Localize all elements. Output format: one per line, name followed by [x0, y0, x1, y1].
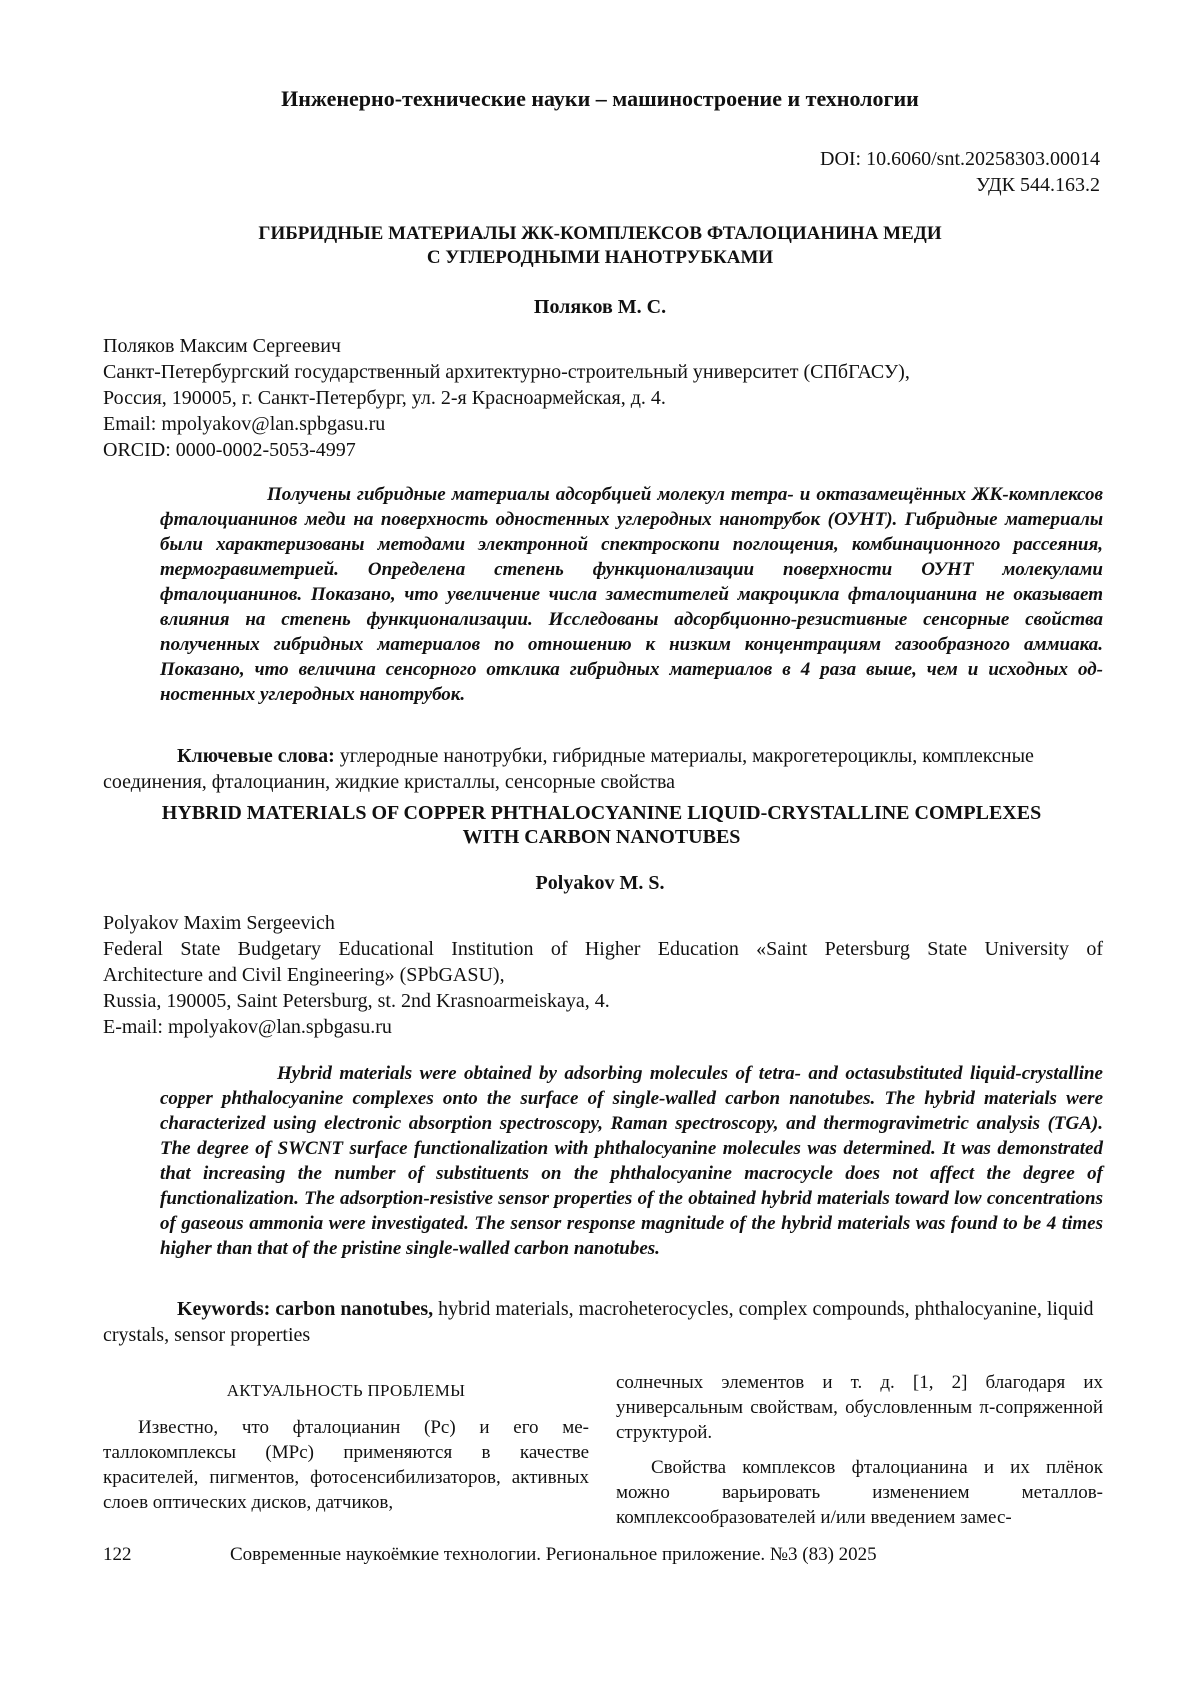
udk: УДК 544.163.2	[975, 174, 1100, 196]
abstract-russian: Получены гибридные материалы адсорбцией молекул тетра- и октазамещённых ЖК-комплексов фталоцианинов меди на поверхность одностенных углеродных нанотрубок (ОУНТ). Гибридные материалы были характеризованы методами электронной спектроскопи поглощения, комбинационного рассеяния, термогравиметрией. Определена степень функционализации поверхности ОУНТ молекулами фталоцианинов. Показано, что увеличение числа заместителей макроцикла фталоцианина не оказывает влияния на степень функционализации. Исследованы адсорбционно-резистивные сенсорные свойства полученных гибридных материалов по отношению к низким концентрациям газообразного аммиака. Показано, что величина сенсорного отклика гибридных материалов в 4 раза выше, чем и исходных одностенных углеродных нанотрубок.	[160, 484, 1103, 705]
author-full-russian: Поляков Максим Сергеевич	[103, 335, 341, 357]
affiliation-russian	[103, 333, 1103, 463]
author-short-english: Polyakov M. S.	[535, 872, 665, 894]
title-russian-line2: С УГЛЕРОДНЫМИ НАНОТРУБКАМИ	[426, 247, 774, 268]
keywords-list-english: hybrid materials, macroheterocycles, complex compounds, phthalocyanine, liquid crystals, sensor properties	[103, 1298, 1094, 1346]
keywords-russian	[103, 743, 1103, 795]
page-number: 122	[103, 1544, 132, 1565]
body-column-left	[103, 1370, 589, 1515]
email-english: E-mail: mpolyakov@lan.spbgasu.ru	[103, 1016, 392, 1038]
abstract-english: Hybrid materials were obtained by adsorbing molecules of tetra- and octasubstituted liquid-crystalline copper phthalocyanine complexes onto the surface of single-walled carbon nanotubes. The hybrid materials were characterized using electronic absorption spectroscopy, Raman spectroscopy, and thermogravimetric analysis (TGA). The degree of SWCNT surface functionalization with phthalocyanine molecules was determined. It was demonstrated that increasing the number of substituents on the phthalocyanine macrocycle does not affect the degree of functionalization. The adsorption-resistive sensor properties of the obtained hybrid materials toward low concentrations of gaseous ammonia were investigated. The sensor response magnitude of the hybrid materials was found to be 4 times higher than that of the pristine single-walled carbon nanotubes.	[160, 1063, 1103, 1259]
address-english: Russia, 190005, Saint Petersburg, st. 2nd Krasnoarmeiskaya, 4.	[103, 990, 610, 1012]
body-paragraph-right-1: солнечных элементов и т. д. [1, 2] благодаря их универсальным свойствам, обусловленным π-сопряженной структурой.	[616, 1372, 1103, 1443]
affiliation-university-russian: Санкт-Петербургский государственный архитектурно-строительный университет (СПбГАСУ),	[103, 361, 910, 383]
affiliation-english-line2: Architecture and Civil Engineering» (SPbGASU),	[103, 964, 505, 986]
title-english	[100, 801, 1103, 849]
author-short-russian: Поляков М. С.	[533, 296, 667, 318]
email-russian: Email: mpolyakov@lan.spbgasu.ru	[103, 413, 386, 435]
affiliation-english	[103, 910, 1103, 1040]
title-english-line1: HYBRID MATERIALS OF COPPER PHTHALOCYANINE LIQUID-CRYSTALLINE COMPLEXES	[161, 802, 1042, 824]
body-paragraph-left: Известно, что фталоцианин (Pc) и его металлокомплексы (MPc) применяются в качестве красителей, пигментов, фотосенсибилизаторов, активных слоев оптических дисков, датчиков,	[103, 1417, 589, 1513]
address-russian: Россия, 190005, г. Санкт-Петербург, ул. 2-я Красноармейская, д. 4.	[103, 387, 666, 409]
title-russian-line1: ГИБРИДНЫЕ МАТЕРИАЛЫ ЖК-КОМПЛЕКСОВ ФТАЛОЦИАНИНА МЕДИ	[258, 223, 942, 244]
journal-section-header: Инженерно-технические науки – машиностроение и технологии	[281, 86, 919, 111]
title-english-line2: WITH CARBON NANOTUBES	[462, 826, 741, 848]
body-paragraph-right-2: Свойства комплексов фталоцианина и их плёнок можно варьировать изменением металлов-комплексообразователей и/или введением замес-	[616, 1457, 1103, 1528]
author-full-english: Polyakov Maxim Sergeevich	[103, 912, 335, 934]
section-heading: АКТУАЛЬНОСТЬ ПРОБЛЕМЫ	[226, 1381, 466, 1400]
keywords-label-english: Keywords: carbon nanotubes,	[177, 1298, 434, 1320]
title-russian	[100, 222, 1100, 270]
doi: DOI: 10.6060/snt.20258303.00014	[820, 148, 1100, 170]
orcid: ORCID: 0000-0002-5053-4997	[103, 439, 356, 461]
affiliation-english-line1: Federal State Budgetary Educational Institution of Higher Education «Saint Petersburg State University of	[103, 938, 1103, 960]
body-column-right	[616, 1370, 1103, 1530]
footer-journal-title: Современные наукоёмкие технологии. Региональное приложение. №3 (83) 2025	[230, 1544, 877, 1565]
keywords-label-russian: Ключевые слова:	[177, 745, 335, 767]
keywords-list-russian: углеродные нанотрубки, гибридные материалы, макрогетероциклы, комплексные соединения, фталоцианин, жидкие кристаллы, сенсорные свойства	[103, 745, 1034, 793]
keywords-english	[103, 1296, 1103, 1348]
